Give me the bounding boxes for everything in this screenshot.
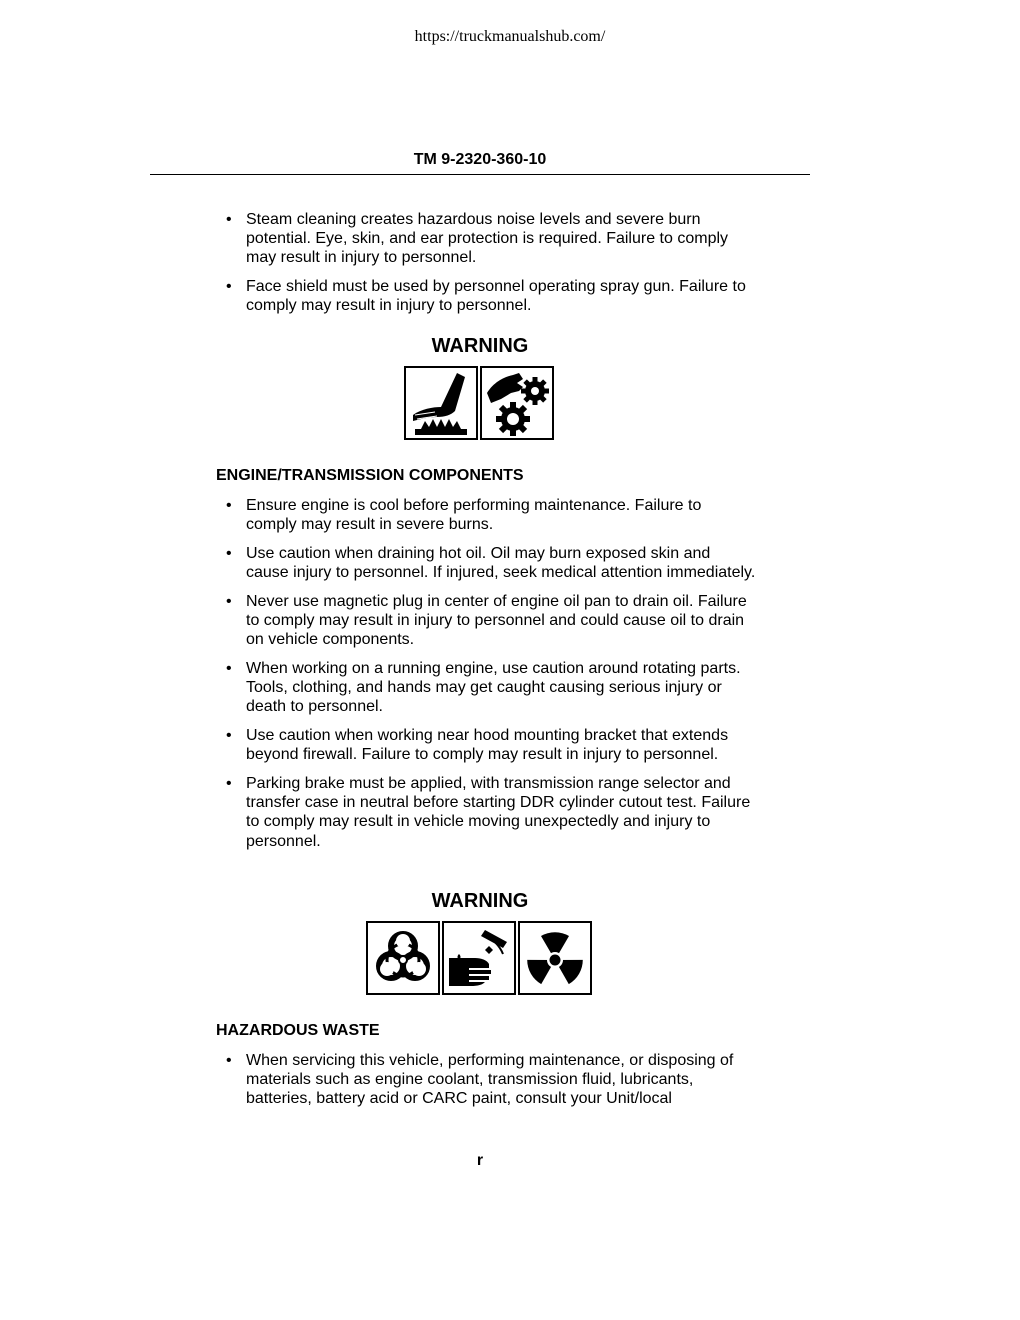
list-item bbox=[216, 659, 756, 717]
list-item bbox=[216, 726, 756, 764]
bullet-text: Parking brake must be applied, with transmission range selector and transfer case in neutral before starting DDR cylinder cutout test. Failure to comply may result in vehicle moving unexpectedly and injury to personnel. bbox=[246, 774, 751, 850]
hot-surface-icon bbox=[404, 366, 478, 440]
list-item bbox=[216, 210, 756, 268]
bullet-text: Ensure engine is cool before performing maintenance. Failure to comply may result in severe burns. bbox=[246, 497, 702, 534]
bullet-text: Use caution when working near hood mounting bracket that extends beyond firewall. Failure to comply may result in injury to personnel. bbox=[246, 727, 729, 764]
bullet-text: Use caution when draining hot oil. Oil may burn exposed skin and cause injury to personnel. If injured, seek medical attention immediately. bbox=[246, 544, 756, 582]
list-item bbox=[216, 774, 756, 851]
document-id-header: TM 9-2320-360-10 bbox=[413, 151, 547, 168]
section-heading-engine: ENGINE/TRANSMISSION COMPONENTS bbox=[216, 467, 524, 484]
list-item bbox=[216, 496, 756, 534]
bullet-dot: • bbox=[226, 592, 232, 610]
list-item bbox=[216, 277, 756, 315]
radiation-icon bbox=[518, 921, 592, 995]
bullet-dot: • bbox=[226, 1052, 232, 1069]
list-item bbox=[216, 1051, 756, 1109]
bullet-dot: • bbox=[226, 211, 232, 228]
bullet-text: When servicing this vehicle, performing maintenance, or disposing of materials such as engine coolant, transmission fluid, lubricants, batteries, battery acid or CARC paint, consult your Unit/local bbox=[246, 1052, 734, 1108]
page-number: r bbox=[476, 1152, 484, 1169]
intro-bullets bbox=[216, 210, 756, 325]
source-url: https://truckmanualshub.com/ bbox=[414, 28, 606, 45]
engine-bullets bbox=[216, 496, 756, 860]
list-item bbox=[216, 544, 756, 582]
hazardous-bullets bbox=[216, 1051, 756, 1118]
moving-parts-icon bbox=[480, 366, 554, 440]
bullet-text: Face shield must be used by personnel operating spray gun. Failure to comply may result in injury to personnel. bbox=[246, 278, 746, 315]
warning-icons-row bbox=[366, 921, 592, 995]
bullet-dot: • bbox=[226, 659, 232, 677]
chemical-hand-icon bbox=[442, 921, 516, 995]
bullet-dot: • bbox=[226, 544, 232, 562]
bullet-text: Never use magnetic plug in center of engine oil pan to drain oil. Failure to comply may result in injury to personnel and could cause oil to drain on vehicle components. bbox=[246, 592, 747, 649]
section-heading-hazardous-waste: HAZARDOUS WASTE bbox=[216, 1022, 380, 1039]
warning-title: WARNING bbox=[431, 335, 529, 357]
bullet-dot: • bbox=[226, 497, 232, 514]
bullet-dot: • bbox=[226, 774, 232, 792]
warning-icons-row bbox=[404, 366, 554, 440]
bullet-text: Steam cleaning creates hazardous noise levels and severe burn potential. Eye, skin, and ear protection is required. Failure to comply may result in injury to personnel. bbox=[246, 211, 729, 267]
bullet-dot: • bbox=[226, 278, 232, 296]
bullet-text: When working on a running engine, use caution around rotating parts. Tools, clothing, and hands may get caught causing serious injury or death to personnel. bbox=[246, 659, 741, 716]
biohazard-icon bbox=[366, 921, 440, 995]
bullet-dot: • bbox=[226, 727, 232, 745]
header-rule bbox=[150, 174, 810, 175]
list-item bbox=[216, 592, 756, 650]
warning-title: WARNING bbox=[431, 890, 529, 912]
